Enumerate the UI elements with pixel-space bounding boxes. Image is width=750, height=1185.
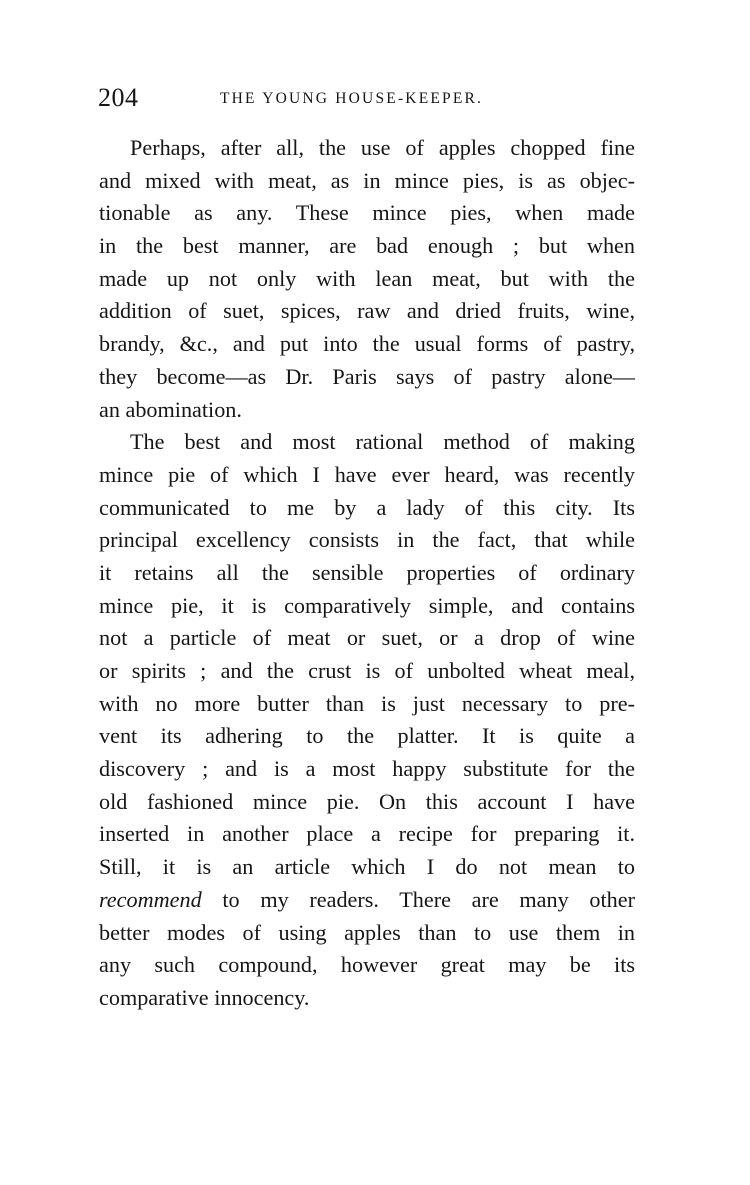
text-line: an abomination.	[99, 396, 242, 422]
text-line: communicated to me by a lady of this city. Its	[99, 494, 635, 520]
text-line: mince pie of which I have ever heard, was recently	[99, 461, 635, 487]
text-line: better modes of using apples than to use them in	[99, 919, 635, 945]
page-header	[98, 82, 638, 118]
paragraph	[99, 132, 635, 426]
text-fragment: to my readers. There are many other	[201, 886, 635, 912]
text-line: any such compound, however great may be its	[99, 952, 635, 978]
text-line: vent its adhering to the platter. It is quite a	[99, 723, 635, 749]
text-line: comparative innocency.	[99, 984, 310, 1010]
text-line: Still, it is an article which I do not mean to	[99, 854, 635, 880]
text-line: old fashioned mince pie. On this account I have	[99, 788, 635, 814]
text-line: not a particle of meat or suet, or a drop of wine	[99, 625, 635, 651]
text-line: tionable as any. These mince pies, when made	[99, 200, 635, 226]
text-line: in the best manner, are bad enough ; but when	[99, 233, 635, 259]
text-line: principal excellency consists in the fact, that while	[99, 527, 635, 553]
text-line: discovery ; and is a most happy substitute for the	[99, 756, 635, 782]
text-line: they become—as Dr. Paris says of pastry alone—	[99, 363, 635, 389]
text-line: The best and most rational method of making	[130, 429, 635, 455]
paragraph	[99, 426, 635, 1014]
body-text	[99, 132, 635, 1015]
text-line: with no more butter than is just necessary to pre-	[99, 690, 635, 716]
text-line: inserted in another place a recipe for preparing it.	[99, 821, 635, 847]
text-line: it retains all the sensible properties of ordinary	[99, 559, 635, 585]
text-line: Perhaps, after all, the use of apples chopped fine	[130, 135, 635, 160]
text-line: brandy, &c., and put into the usual forms of pastry,	[99, 331, 635, 357]
italic-emphasis: recommend	[99, 886, 202, 912]
page-number: 204	[98, 83, 139, 112]
text-line: and mixed with meat, as in mince pies, is as objec-	[99, 167, 635, 193]
text-line: addition of suet, spices, raw and dried fruits, wine,	[99, 298, 635, 324]
text-line: mince pie, it is comparatively simple, and contains	[99, 592, 635, 618]
text-line: made up not only with lean meat, but with the	[99, 265, 635, 291]
text-line	[99, 884, 635, 917]
text-line: or spirits ; and the crust is of unbolted wheat meal,	[99, 658, 635, 683]
running-title: THE YOUNG HOUSE-KEEPER.	[220, 90, 484, 107]
